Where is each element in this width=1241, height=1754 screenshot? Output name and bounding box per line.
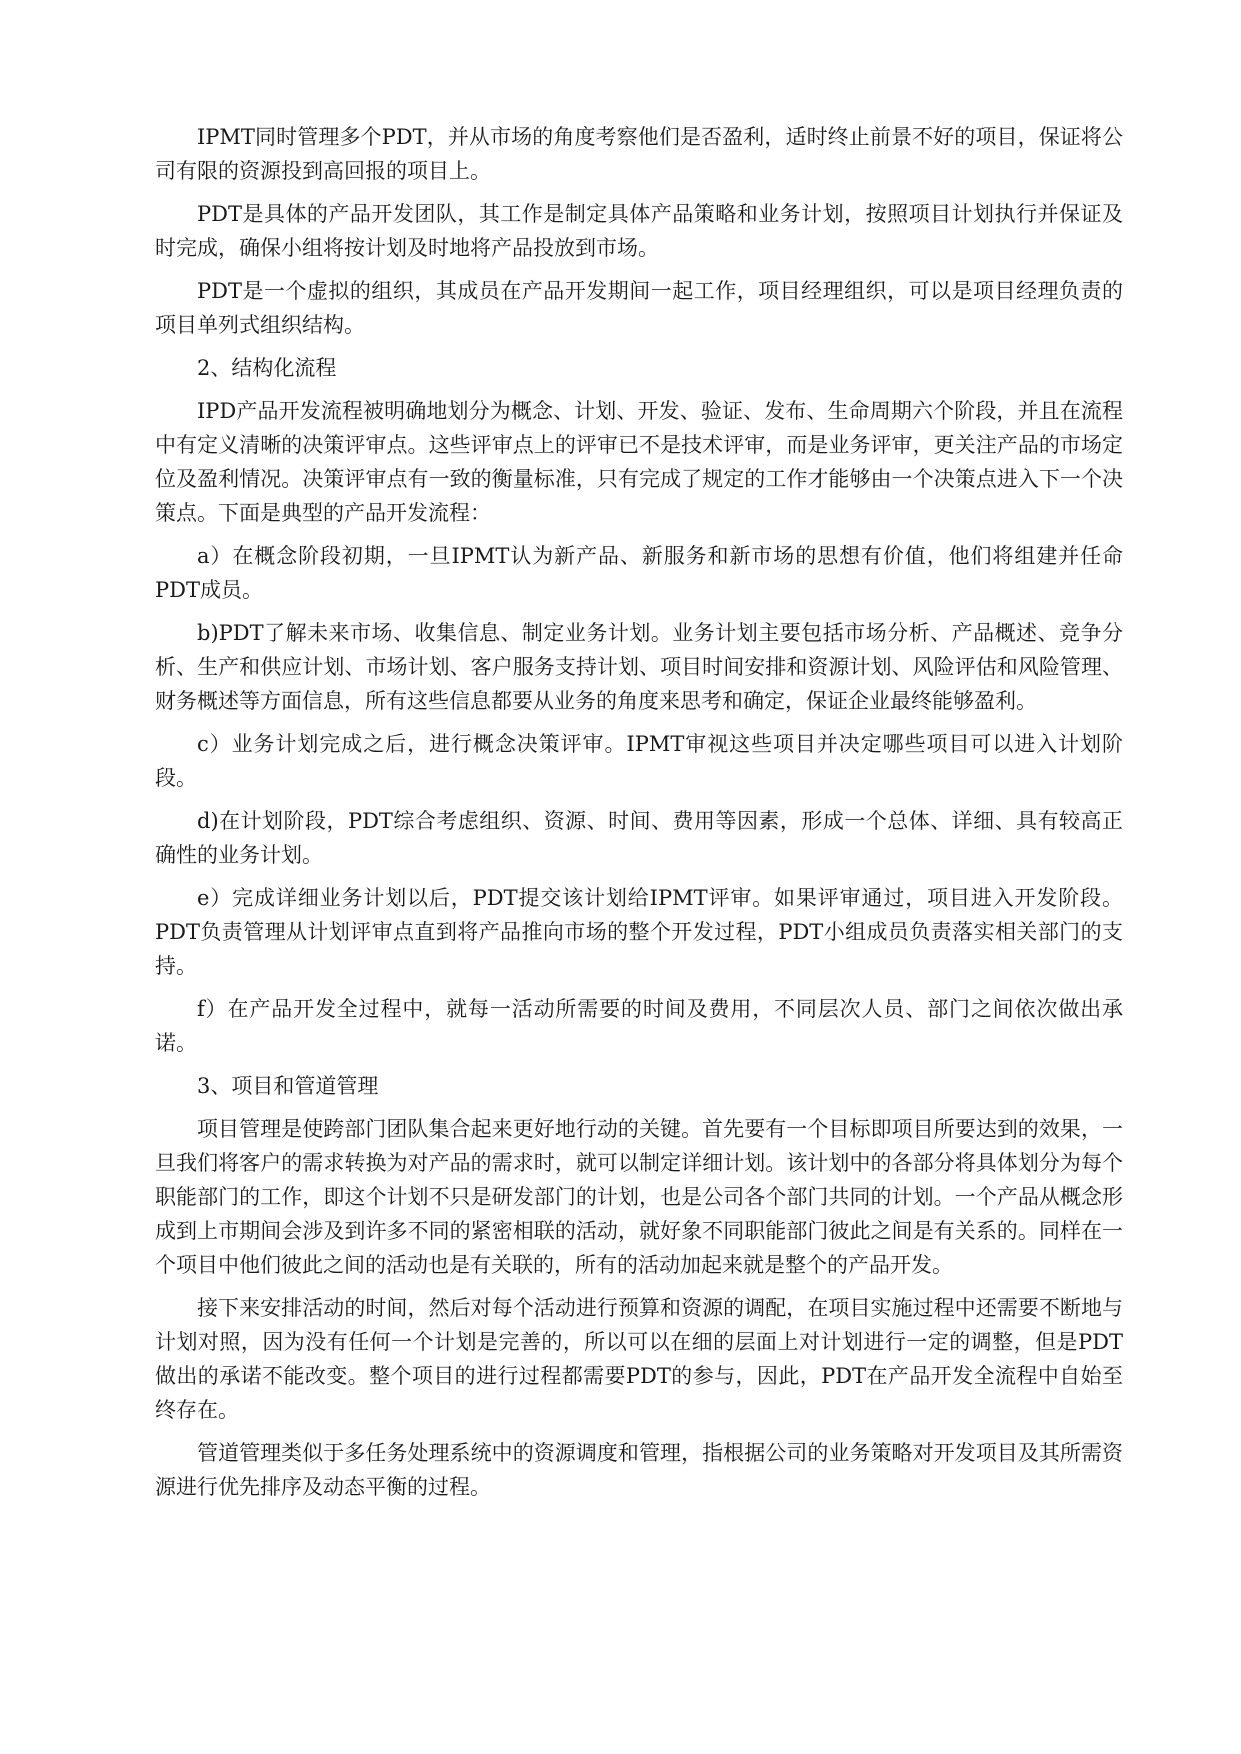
paragraph-project-management: 项目管理是使跨部门团队集合起来更好地行动的关键。首先要有一个目标即项目所要达到的效果，一旦我们将客户的需求转换为对产品的需求时，就可以制定详细计划。该计划中的各部分将具体划分为每个职能部门的工作，即这个计划不只是研发部门的计划，也是公司各个部门共同的计划。一个产品从概念形成到上市期间会涉及到许多不同的紧密相联的活动，就好象不同职能部门彼此之间是有关系的。同样在一个项目中他们彼此之间的活动也是有关联的，所有的活动加起来就是整个的产品开发。 (155, 1117, 1123, 1277)
list-item-d: d)在计划阶段，PDT综合考虑组织、资源、时间、费用等因素，形成一个总体、详细、具有较高正确性的业务计划。 (155, 809, 1123, 867)
paragraph-ipd-process: IPD产品开发流程被明确地划分为概念、计划、开发、验证、发布、生命周期六个阶段，并且在流程中有定义清晰的决策评审点。这些评审点上的评审已不是技术评审，而是业务评审，更关注产品的市场定位及盈利情况。决策评审点有一致的衡量标准，只有完成了规定的工作才能够由一个决策点进入下一个决策点。下面是典型的产品开发流程： (155, 399, 1123, 525)
paragraph-pipeline-management: 管道管理类似于多任务处理系统中的资源调度和管理，指根据公司的业务策略对开发项目及其所需资源进行优先排序及动态平衡的过程。 (155, 1441, 1123, 1499)
list-item-f: f）在产品开发全过程中，就每一活动所需要的时间及费用，不同层次人员、部门之间依次做出承诺。 (155, 997, 1123, 1055)
paragraph-pdt-virtual: PDT是一个虚拟的组织，其成员在产品开发期间一起工作，项目经理组织，可以是项目经理负责的项目单列式组织结构。 (155, 279, 1123, 337)
paragraph-ipmt-overview: IPMT同时管理多个PDT，并从市场的角度考察他们是否盈利，适时终止前景不好的项目，保证将公司有限的资源投到高回报的项目上。 (155, 125, 1123, 183)
list-item-c: c）业务计划完成之后，进行概念决策评审。IPMT审视这些项目并决定哪些项目可以进入计划阶段。 (155, 732, 1123, 790)
document-page (155, 120, 1123, 1513)
section-heading-structured-process: 2、结构化流程 (197, 356, 337, 380)
list-item-e: e）完成详细业务计划以后，PDT提交该计划给IPMT评审。如果评审通过，项目进入开发阶段。PDT负责管理从计划评审点直到将产品推向市场的整个开发过程，PDT小组成员负责落实相关部门的支持。 (155, 886, 1123, 978)
paragraph-pdt-team: PDT是具体的产品开发团队，其工作是制定具体产品策略和业务计划，按照项目计划执行并保证及时完成，确保小组将按计划及时地将产品投放到市场。 (155, 202, 1123, 260)
list-item-b: b)PDT了解未来市场、收集信息、制定业务计划。业务计划主要包括市场分析、产品概述、竞争分析、生产和供应计划、市场计划、客户服务支持计划、项目时间安排和资源计划、风险评估和风险管理、财务概述等方面信息，所有这些信息都要从业务的角度来思考和确定，保证企业最终能够盈利。 (155, 621, 1123, 713)
paragraph-scheduling: 接下来安排活动的时间，然后对每个活动进行预算和资源的调配，在项目实施过程中还需要不断地与计划对照，因为没有任何一个计划是完善的，所以可以在细的层面上对计划进行一定的调整，但是PDT做出的承诺不能改变。整个项目的进行过程都需要PDT的参与，因此，PDT在产品开发全流程中自始至终存在。 (155, 1296, 1123, 1422)
section-heading-project-pipeline: 3、项目和管道管理 (197, 1074, 379, 1098)
list-item-a: a）在概念阶段初期，一旦IPMT认为新产品、新服务和新市场的思想有价值，他们将组建并任命PDT成员。 (155, 544, 1123, 602)
